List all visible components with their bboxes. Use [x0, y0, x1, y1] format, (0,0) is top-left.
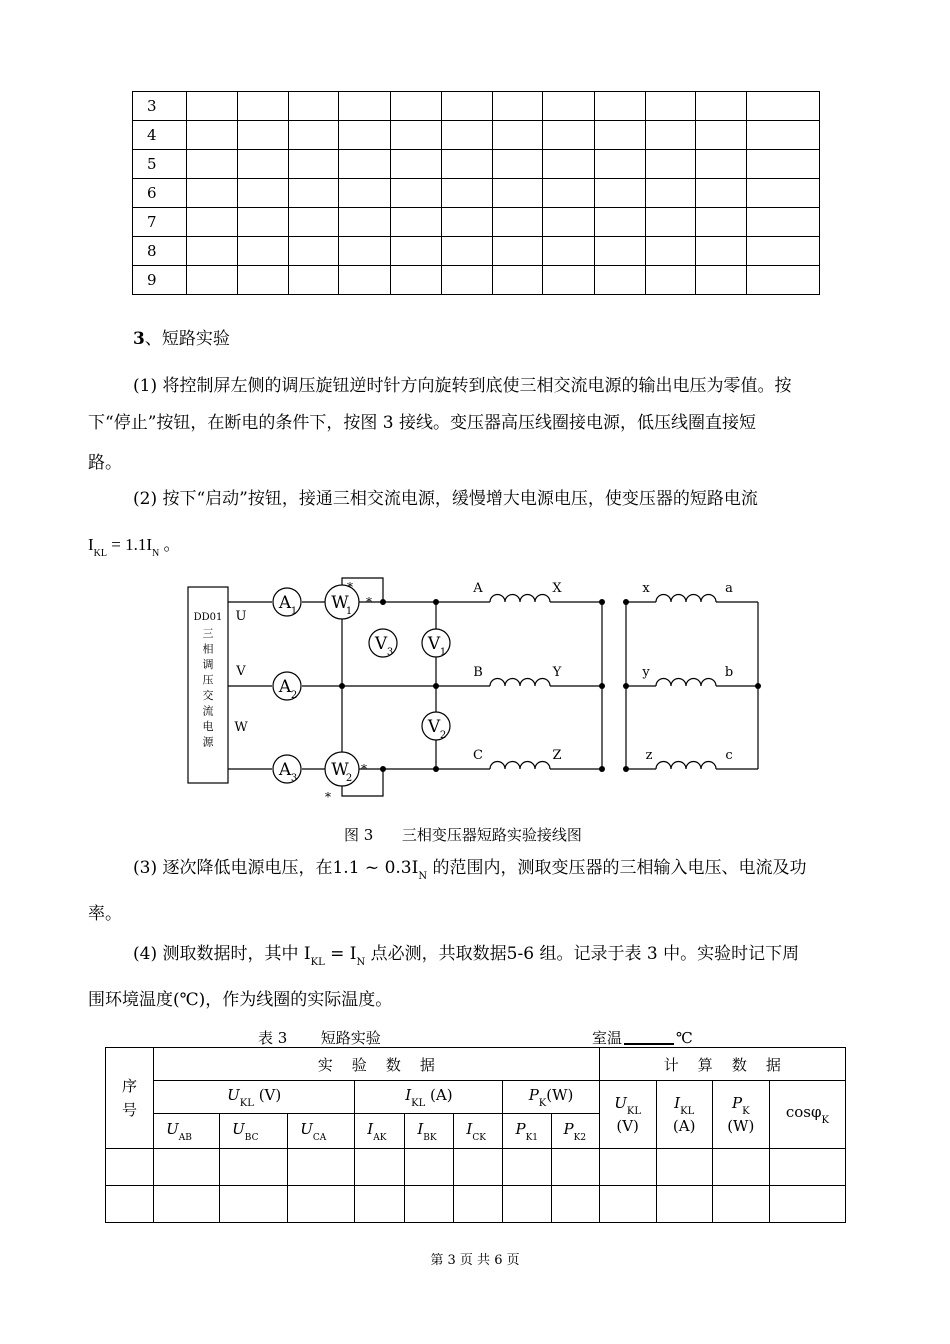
hv-terminal-label: B: [473, 665, 483, 680]
ammeter-a2-icon-letter: A: [278, 677, 292, 697]
section-number: 3: [133, 329, 145, 349]
table-cell: [390, 208, 441, 237]
source-char: 调: [202, 658, 214, 671]
table-cell: [542, 179, 594, 208]
room-temp: [592, 1027, 693, 1048]
ikl-sym: I: [405, 1085, 412, 1104]
formula-sub-n: N: [152, 548, 160, 559]
table-cell: [695, 179, 746, 208]
ukl-sub: KL: [239, 1097, 254, 1109]
table-cell: [594, 237, 645, 266]
col-header-sym: U: [300, 1119, 313, 1138]
lv-coil-a: [656, 594, 716, 604]
row-number: 5: [133, 150, 187, 179]
col-header-sub: K2: [573, 1132, 587, 1143]
voltmeter-v2-icon-sub: 2: [439, 730, 447, 741]
table-cell: [542, 266, 594, 295]
table-cell: [237, 208, 288, 237]
page-footer: 第 3 页 共 6 页: [430, 1253, 520, 1268]
source-char: 流: [202, 704, 214, 718]
lv-terminal-label: y: [642, 665, 650, 680]
pk-sym: P: [528, 1085, 539, 1104]
table-row: [133, 208, 820, 237]
step-4-sub-1: KL: [310, 957, 325, 968]
col-header-sub: AK: [373, 1132, 387, 1143]
figure-caption: 图 3 三相变压器短路实验接线图: [344, 826, 582, 844]
calc-sym: cosφ: [785, 1103, 822, 1121]
polarity-star: *: [361, 762, 367, 776]
table-cell: [237, 237, 288, 266]
voltmeter-v3-icon-letter: V: [374, 634, 388, 654]
table-cell: [186, 237, 237, 266]
table-cell: [594, 121, 645, 150]
table-cell: [746, 237, 819, 266]
col-header-p-k2: [551, 1114, 599, 1149]
step-4-line-2: 围环境温度(℃)，作为线圈的实际温度。: [88, 990, 393, 1010]
table-cell: [492, 121, 542, 150]
col-header-p-k1: [503, 1114, 551, 1149]
col-header-sub: BC: [244, 1132, 259, 1143]
table-cell: [441, 121, 492, 150]
table-cell: [338, 208, 390, 237]
table-cell: [695, 208, 746, 237]
table-cell: [645, 179, 695, 208]
ukl-unit: (V): [258, 1085, 282, 1104]
table-cell: [441, 266, 492, 295]
table-cell: [390, 237, 441, 266]
table-cell: [746, 92, 819, 121]
ikl-group: [355, 1081, 503, 1114]
col-header-i-ak: [355, 1114, 405, 1149]
calc-col-ukl: [599, 1081, 656, 1149]
seq-header: [106, 1048, 154, 1149]
table-cell: [390, 150, 441, 179]
voltmeter-v1-icon-letter: V: [427, 634, 441, 654]
terminal-labels: [234, 581, 733, 763]
table-cell: [390, 121, 441, 150]
step-3: [133, 858, 863, 887]
phase-label-u: U: [235, 609, 247, 624]
step-4-text-b: 点必测，共取数据5-6 组。记录于表 3 中。实验时记下周: [365, 944, 800, 964]
table-cell: [288, 92, 338, 121]
table-cell: [338, 237, 390, 266]
table-cell: [338, 150, 390, 179]
section-heading: [133, 324, 230, 349]
step-3-text-a: (3) 逐次降低电源电压，在1.1 ~ 0.3I: [133, 858, 419, 878]
table-row: [133, 266, 820, 295]
source-char: 电: [202, 720, 214, 733]
table-cell: [492, 208, 542, 237]
col-header-u-bc: [220, 1114, 288, 1149]
step-3-sub: N: [418, 871, 428, 882]
calc-sym: U: [614, 1094, 627, 1112]
table-cell: [645, 121, 695, 150]
calc-unit: (A): [672, 1117, 696, 1135]
table-cell: [542, 150, 594, 179]
step-3-cont: [88, 904, 860, 924]
table-cell: [237, 121, 288, 150]
table-cell: [288, 266, 338, 295]
row-number: 6: [133, 179, 187, 208]
hv-coil-a: [490, 594, 550, 604]
row-number: 3: [133, 92, 187, 121]
calc-unit: (V): [616, 1117, 639, 1135]
table-cell: [492, 237, 542, 266]
wattmeter-w2-icon-letter: W: [331, 760, 349, 780]
calc-sub: KL: [680, 1106, 695, 1117]
voltmeter-v1-icon-sub: 1: [439, 647, 447, 658]
calc-col-pk: [712, 1081, 769, 1149]
table-cell: [645, 92, 695, 121]
wattmeter-w2-icon-sub: 2: [345, 773, 353, 784]
table-cell: [441, 208, 492, 237]
hv-terminal-label: A: [473, 581, 483, 596]
pk-unit: (W): [546, 1085, 574, 1104]
pk-sub: K: [538, 1097, 547, 1109]
lv-terminal-label: z: [645, 748, 653, 763]
exp-header: 实 验 数 据: [154, 1048, 600, 1081]
calc-col-ikl: [656, 1081, 712, 1149]
table-cell: [288, 150, 338, 179]
table-cell: [237, 266, 288, 295]
ammeter-a1-icon-letter: A: [278, 593, 292, 613]
lv-coil-b: [656, 678, 716, 688]
step-4-text-mid: = I: [324, 944, 357, 964]
row-number: 9: [133, 266, 187, 295]
table-cell: [695, 121, 746, 150]
table-cell: [186, 121, 237, 150]
col-header-i-ck: [454, 1114, 503, 1149]
ammeter-a3-icon-sub: 3: [290, 773, 298, 784]
data-table-top: [132, 91, 820, 295]
source-char: 三: [202, 627, 214, 640]
table-cell: [338, 121, 390, 150]
table-cell: [237, 92, 288, 121]
step-2-line-1: (2) 按下“启动”按钮，接通三相交流电源，缓慢增大电源电压，使变压器的短路电流: [133, 489, 758, 509]
step-1-cont: [88, 413, 860, 433]
table-cell: [645, 150, 695, 179]
calc-sub: K: [821, 1115, 829, 1126]
table-cell: [645, 266, 695, 295]
source-chars: [203, 627, 215, 749]
calc-header: 计 算 数 据: [599, 1048, 845, 1081]
section-title: 、短路实验: [144, 329, 230, 349]
hv-terminal-label: Z: [552, 748, 562, 763]
table-cell: [390, 179, 441, 208]
step-4-text-a: (4) 测取数据时，其中 I: [133, 944, 311, 964]
table-cell: [186, 266, 237, 295]
col-header-sub: AB: [178, 1132, 192, 1143]
wattmeter-w1-icon-letter: W: [331, 593, 349, 613]
table-cell: [492, 92, 542, 121]
polarity-star: *: [366, 595, 372, 609]
polarity-star: *: [325, 790, 331, 804]
step-1-line-2: 下“停止”按钮，在断电的条件下，按图 3 接线。变压器高压线圈接电源，低压线圈直接短: [88, 413, 757, 433]
lv-terminal-label: a: [725, 581, 733, 596]
table-cell: [237, 150, 288, 179]
table-cell: [288, 208, 338, 237]
table-row: [133, 150, 820, 179]
calc-sym: I: [674, 1094, 681, 1112]
table-cell: [186, 179, 237, 208]
table-3-row: [106, 1186, 846, 1223]
table-cell: [492, 266, 542, 295]
step-2-formula: [88, 535, 860, 564]
col-header-sym: I: [466, 1119, 473, 1138]
step-1-line-3: 路。: [88, 453, 122, 473]
hv-terminal-label: X: [552, 581, 562, 596]
table-row: [133, 92, 820, 121]
source-label: DD01: [193, 612, 223, 623]
table-cell: [695, 92, 746, 121]
step-4-cont: [88, 990, 860, 1010]
ammeter-a2-icon-sub: 2: [290, 690, 298, 701]
step-3-line-2: 率。: [88, 904, 122, 924]
room-temp-unit: ℃: [676, 1029, 693, 1047]
table-cell: [186, 208, 237, 237]
col-header-u-ca: [288, 1114, 355, 1149]
table-cell: [390, 92, 441, 121]
ukl-sym: U: [227, 1085, 240, 1104]
hv-terminal-label: C: [473, 748, 483, 763]
formula-eq: = 1.1I: [107, 535, 153, 554]
source-char: 相: [202, 642, 214, 656]
col-header-sym: U: [166, 1119, 179, 1138]
pk-group: [503, 1081, 599, 1114]
table-cell: [390, 266, 441, 295]
table-cell: [186, 150, 237, 179]
table-cell: [645, 237, 695, 266]
calc-sym: P: [731, 1094, 743, 1112]
polarity-star: *: [347, 580, 353, 594]
table-cell: [594, 208, 645, 237]
table-cell: [492, 150, 542, 179]
phase-label-v: V: [236, 664, 246, 679]
ikl-unit: (A): [430, 1085, 453, 1104]
ukl-group: [154, 1081, 355, 1114]
ammeter-a1-icon-sub: 1: [290, 606, 298, 617]
table-row: [133, 121, 820, 150]
table-cell: [645, 208, 695, 237]
hv-coil-c: [490, 761, 550, 771]
table-3: [105, 1047, 846, 1223]
row-number: 8: [133, 237, 187, 266]
table-cell: [746, 150, 819, 179]
table-cell: [746, 266, 819, 295]
calc-col-cos: [769, 1081, 845, 1149]
table-cell: [441, 150, 492, 179]
table-cell: [492, 179, 542, 208]
step-3-text-b: 的范围内，测取变压器的三相输入电压、电流及功: [427, 858, 807, 878]
ammeter-a3-icon-letter: A: [278, 760, 292, 780]
step-4: [133, 944, 863, 973]
row-number: 4: [133, 121, 187, 150]
hv-coil-b: [490, 678, 550, 688]
col-header-sym: U: [232, 1119, 245, 1138]
table-cell: [542, 121, 594, 150]
table-cell: [237, 179, 288, 208]
table-cell: [338, 266, 390, 295]
formula-sub-kl: KL: [93, 548, 108, 559]
table-cell: [746, 179, 819, 208]
seq-header-text: 序 号: [122, 1077, 138, 1119]
voltmeter-v3-icon-sub: 3: [386, 647, 394, 658]
step-1-cont2: [88, 453, 860, 473]
table-cell: [288, 237, 338, 266]
col-header-sub: CK: [472, 1132, 486, 1143]
lv-terminal-label: x: [642, 581, 650, 596]
table-cell: [441, 179, 492, 208]
table-cell: [746, 121, 819, 150]
table-cell: [288, 121, 338, 150]
table-cell: [288, 179, 338, 208]
col-header-sub: CA: [312, 1132, 327, 1143]
table-cell: [594, 150, 645, 179]
source-char: 交: [202, 689, 214, 702]
table-cell: [594, 266, 645, 295]
lv-terminal-label: b: [724, 665, 734, 680]
table-cell: [695, 237, 746, 266]
ikl-sub: KL: [411, 1097, 426, 1109]
room-temp-blank: [624, 1043, 674, 1045]
voltmeter-v2-icon-letter: V: [427, 717, 441, 737]
lv-terminal-label: c: [725, 748, 733, 763]
table-cell: [695, 150, 746, 179]
table-cell: [542, 237, 594, 266]
table-row: [133, 179, 820, 208]
hv-terminal-label: Y: [552, 665, 562, 680]
table-cell: [441, 92, 492, 121]
source-char: 压: [202, 673, 214, 687]
col-header-i-bk: [405, 1114, 454, 1149]
table-row: [133, 237, 820, 266]
col-header-sym: I: [367, 1119, 374, 1138]
table-cell: [594, 92, 645, 121]
table-3-caption: 表 3 短路实验: [258, 1029, 381, 1047]
table-cell: [746, 208, 819, 237]
meters: [273, 580, 450, 804]
col-header-sym: I: [417, 1119, 424, 1138]
col-header-sym: P: [563, 1119, 574, 1138]
circuit-diagram: [170, 570, 790, 810]
step-4-sub-2: N: [356, 957, 366, 968]
row-number: 7: [133, 208, 187, 237]
col-header-sym: P: [515, 1119, 526, 1138]
step-2: [133, 489, 863, 509]
calc-unit: (W): [727, 1117, 755, 1135]
table-cell: [594, 179, 645, 208]
lv-coil-c: [656, 761, 716, 771]
table-cell: [542, 92, 594, 121]
calc-sub: KL: [626, 1106, 642, 1117]
table-cell: [542, 208, 594, 237]
col-header-u-ab: [154, 1114, 220, 1149]
col-header-sub: BK: [423, 1132, 437, 1143]
room-temp-label: 室温: [592, 1029, 623, 1047]
table-cell: [338, 92, 390, 121]
calc-sub: K: [742, 1106, 750, 1117]
table-cell: [695, 266, 746, 295]
formula-i: I: [88, 535, 94, 554]
phase-label-w: W: [234, 720, 248, 735]
step-1: [133, 376, 863, 396]
table-cell: [338, 179, 390, 208]
table-cell: [441, 237, 492, 266]
table-3-row: [106, 1149, 846, 1186]
col-header-sub: K1: [525, 1132, 539, 1143]
wattmeter-w1-icon-sub: 1: [345, 606, 353, 617]
step-1-line-1: (1) 将控制屏左侧的调压旋钮逆时针方向旋转到底使三相交流电源的输出电压为零值。按: [133, 376, 792, 396]
table-cell: [186, 92, 237, 121]
formula-end: 。: [159, 535, 181, 554]
source-char: 源: [202, 735, 214, 749]
